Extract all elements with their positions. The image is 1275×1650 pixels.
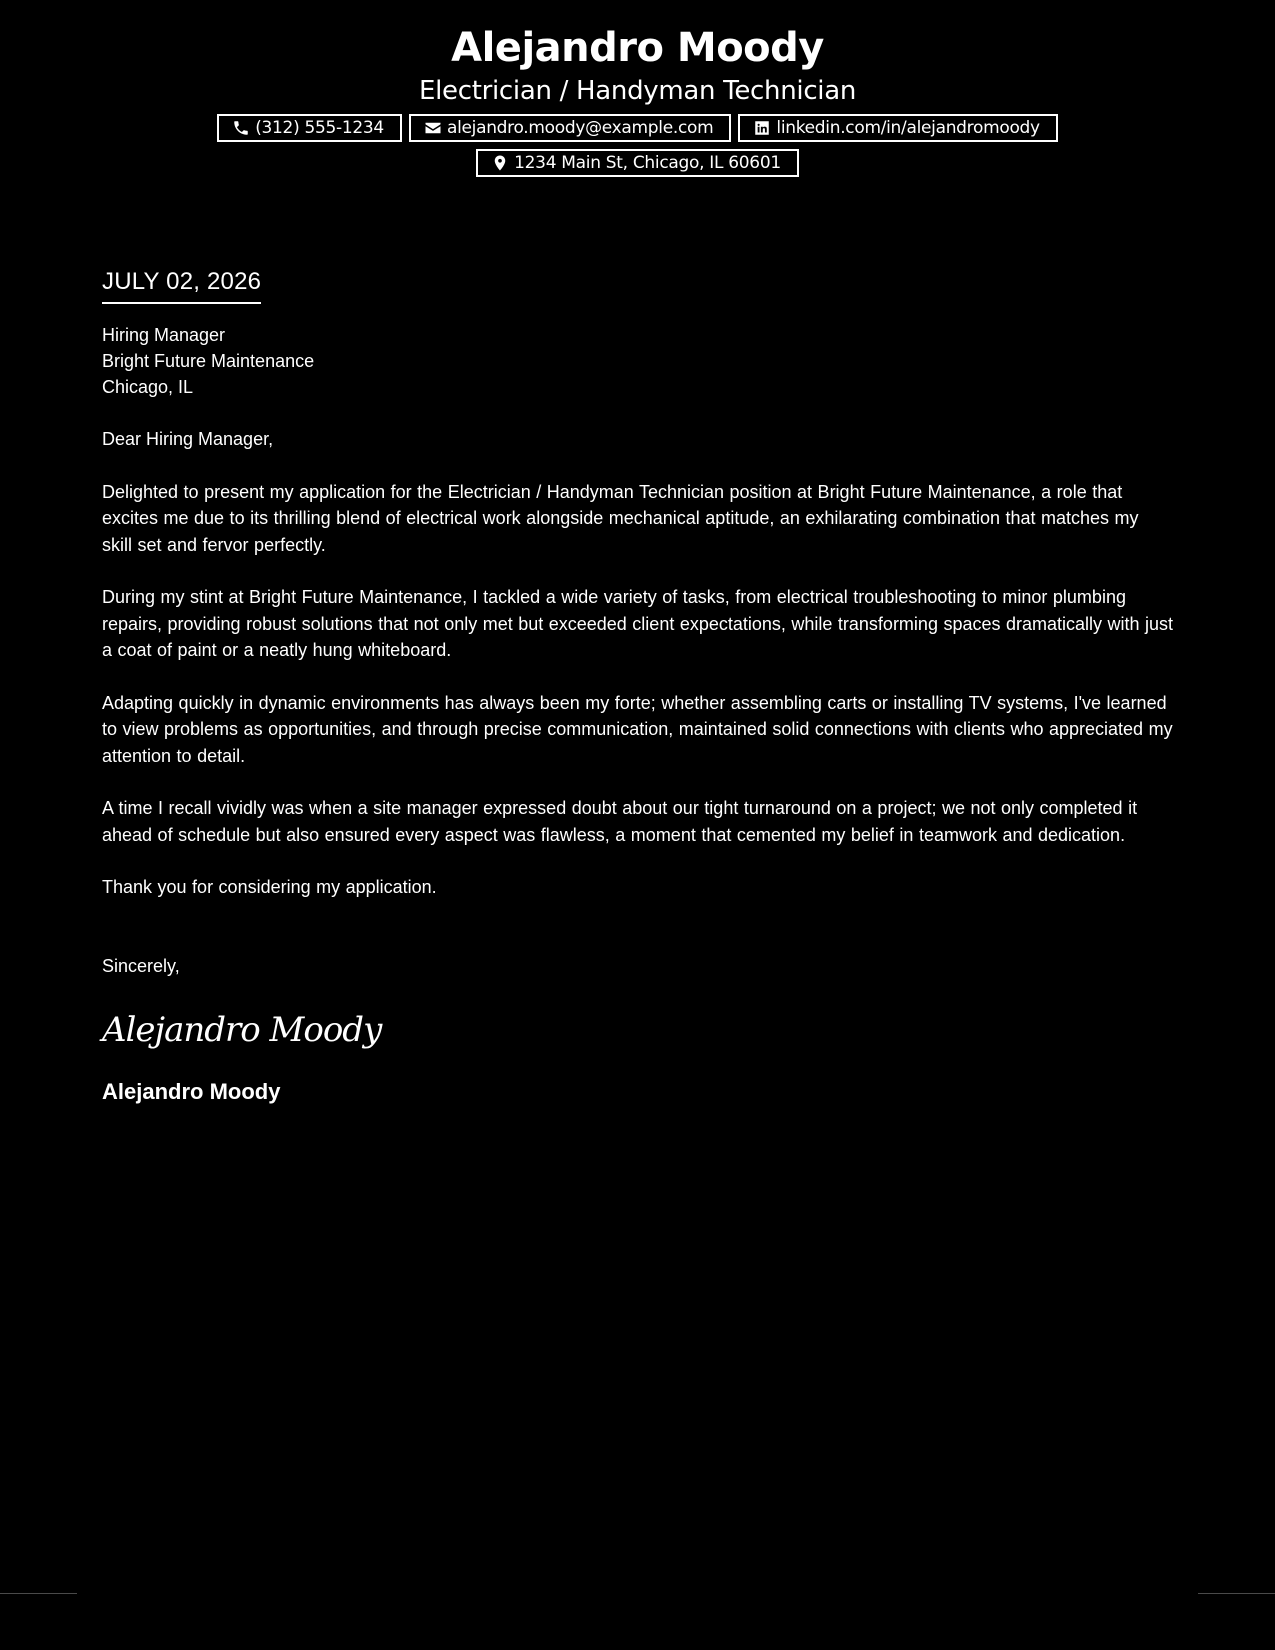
address-chip[interactable]	[476, 149, 799, 177]
phone-text: (312) 555-1234	[255, 118, 384, 138]
email-chip[interactable]	[409, 114, 731, 142]
paragraph-thanks: Thank you for considering my application.	[102, 877, 437, 897]
signed-name: Alejandro Moody	[102, 1079, 281, 1104]
recipient-location: Chicago, IL	[102, 377, 194, 397]
footer-rule-right	[1198, 1593, 1275, 1594]
footer-rule-left	[0, 1593, 77, 1594]
salutation: Dear Hiring Manager,	[102, 429, 274, 449]
paragraph-experience: During my stint at Bright Future Maintenance, I tackled a wide variety of tasks, from electrical troubleshooting to minor plumbing repairs, providing robust solutions that not only met but exceeded client expectations, while transforming spaces dramatically with just a coat of paint or a neatly hung whiteboard.	[102, 587, 1174, 660]
letter-header	[0, 20, 1275, 177]
signature: Alejandro Moody	[102, 1010, 382, 1050]
map-pin-icon	[491, 154, 509, 172]
contact-row-secondary	[0, 149, 1275, 177]
applicant-name: Alejandro Moody	[451, 25, 824, 71]
linkedin-text: linkedin.com/in/alejandromoody	[776, 118, 1040, 138]
linkedin-icon	[753, 119, 771, 137]
paragraph-adaptability: Adapting quickly in dynamic environments has always been my forte; whether assembling carts or installing TV systems, I've learned to view problems as opportunities, and through precise communication, maintained solid connections with clients who appreciated my attention to detail.	[102, 692, 1173, 766]
phone-chip[interactable]	[217, 114, 402, 142]
applicant-title: Electrician / Handyman Technician	[418, 76, 857, 106]
envelope-icon	[424, 119, 442, 137]
recipient-name: Hiring Manager	[102, 325, 226, 345]
recipient-company: Bright Future Maintenance	[102, 351, 315, 371]
paragraph-anecdote: A time I recall vividly was when a site manager expressed doubt about our tight turnaround on a project; we not only completed it ahead of schedule but also ensured every aspect was flawless, a moment that cemented my belief in teamwork and dedication.	[102, 798, 1138, 845]
letter-date: JULY 02, 2026	[102, 266, 261, 304]
contact-row-primary	[0, 114, 1275, 142]
paragraph-intro: Delighted to present my application for the Electrician / Handyman Technician position at Bright Future Maintenance, a role that excites me due to its thrilling blend of electrical work alongside mechanical aptitude, an exhilarating combination that matches my skill set and fervor perfectly.	[102, 481, 1139, 555]
phone-icon	[232, 119, 250, 137]
letter-body	[102, 266, 1174, 1107]
recipient-block	[102, 322, 1174, 400]
closing: Sincerely,	[102, 955, 180, 976]
linkedin-chip[interactable]	[738, 114, 1057, 142]
email-text: alejandro.moody@example.com	[446, 118, 714, 138]
address-text: 1234 Main St, Chicago, IL 60601	[514, 153, 781, 173]
